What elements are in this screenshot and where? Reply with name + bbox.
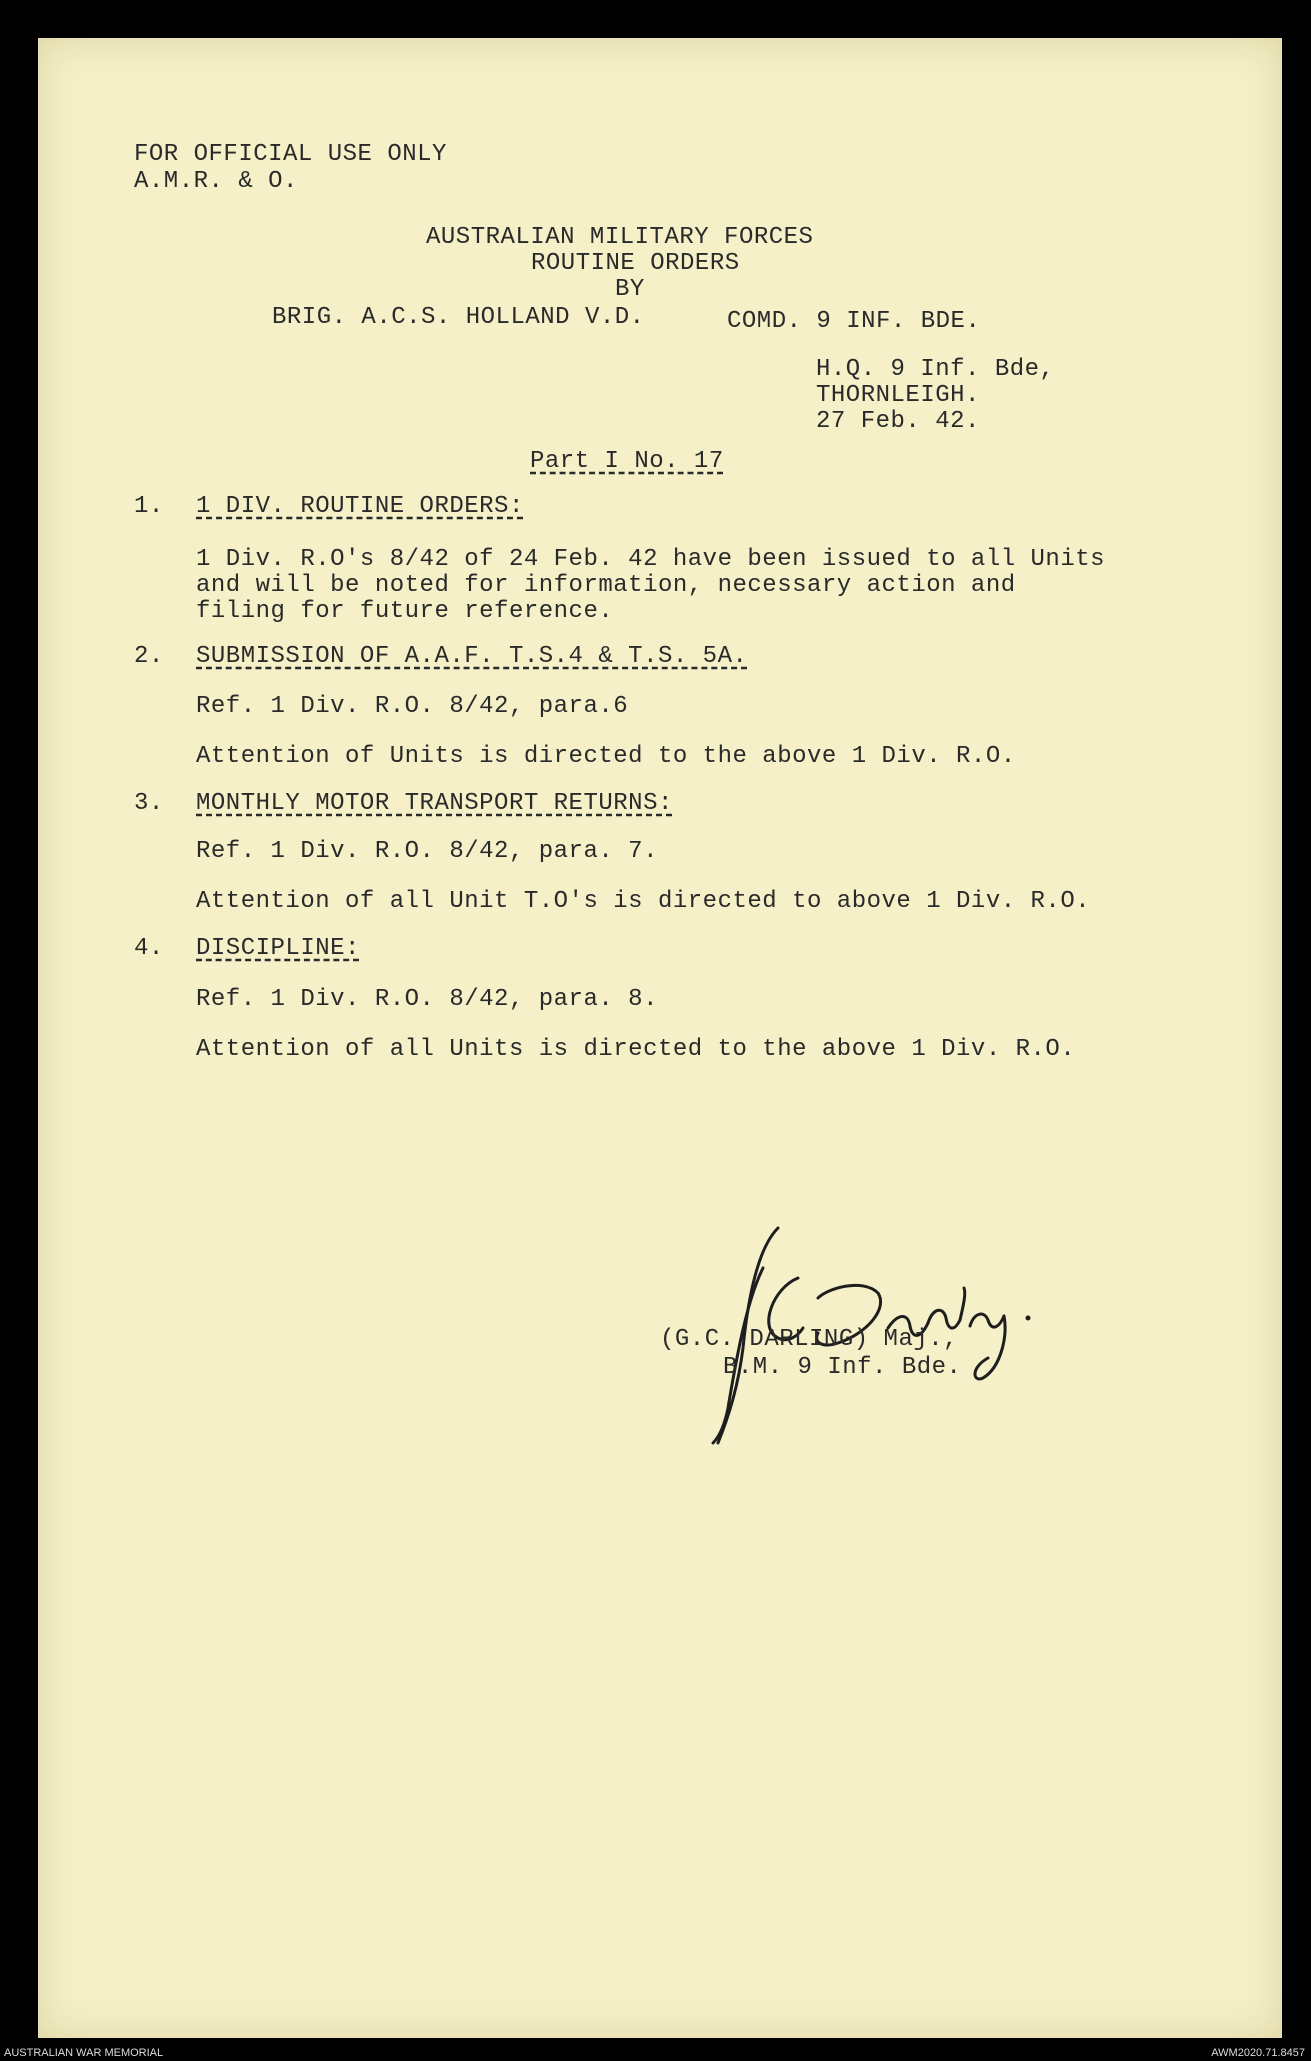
footer-accession-number: AWM2020.71.8457 <box>1211 2047 1305 2059</box>
item-reference: Ref. 1 Div. R.O. 8/42, para.6 <box>196 693 629 720</box>
item-body-line: Attention of all Units is directed to the above 1 Div. R.O. <box>196 1036 1076 1063</box>
reference-label: A.M.R. & O. <box>134 168 298 195</box>
signatory-title: B.M. 9 Inf. Bde. <box>723 1354 962 1381</box>
item-body-line: Attention of Units is directed to the above 1 Div. R.O. <box>196 743 1016 770</box>
address-line-1: H.Q. 9 Inf. Bde, <box>816 356 1055 383</box>
item-heading: MONTHLY MOTOR TRANSPORT RETURNS: <box>196 790 673 817</box>
restriction-label: FOR OFFICIAL USE ONLY <box>134 141 447 168</box>
item-body-line: 1 Div. R.O's 8/42 of 24 Feb. 42 have been issued to all Units <box>196 546 1106 573</box>
title-line-3: BY <box>615 276 645 303</box>
item-number: 2. <box>134 643 164 670</box>
item-body-line: Attention of all Unit T.O's is directed to above 1 Div. R.O. <box>196 888 1091 915</box>
item-heading: 1 DIV. ROUTINE ORDERS: <box>196 493 524 520</box>
title-commander: BRIG. A.C.S. HOLLAND V.D. <box>272 304 645 331</box>
part-number: Part I No. 17 <box>530 448 724 475</box>
item-reference: Ref. 1 Div. R.O. 8/42, para. 8. <box>196 986 658 1013</box>
footer-institution: AUSTRALIAN WAR MEMORIAL <box>4 2047 164 2059</box>
item-number: 1. <box>134 493 164 520</box>
address-line-2: THORNLEIGH. <box>816 382 980 409</box>
item-reference: Ref. 1 Div. R.O. 8/42, para. 7. <box>196 838 658 865</box>
title-command: COMD. 9 INF. BDE. <box>727 308 981 335</box>
item-heading: SUBMISSION OF A.A.F. T.S.4 & T.S. 5A. <box>196 643 748 670</box>
document-page <box>38 38 1282 2038</box>
item-body-line: and will be noted for information, necessary action and <box>196 572 1016 599</box>
item-number: 4. <box>134 935 164 962</box>
item-number: 3. <box>134 790 164 817</box>
item-heading: DISCIPLINE: <box>196 935 360 962</box>
item-body-line: filing for future reference. <box>196 598 614 625</box>
title-line-2: ROUTINE ORDERS <box>531 250 740 277</box>
address-date: 27 Feb. 42. <box>816 408 980 435</box>
signatory-name: (G.C. DARLING) Maj., <box>660 1326 959 1353</box>
title-line-1: AUSTRALIAN MILITARY FORCES <box>426 224 814 251</box>
